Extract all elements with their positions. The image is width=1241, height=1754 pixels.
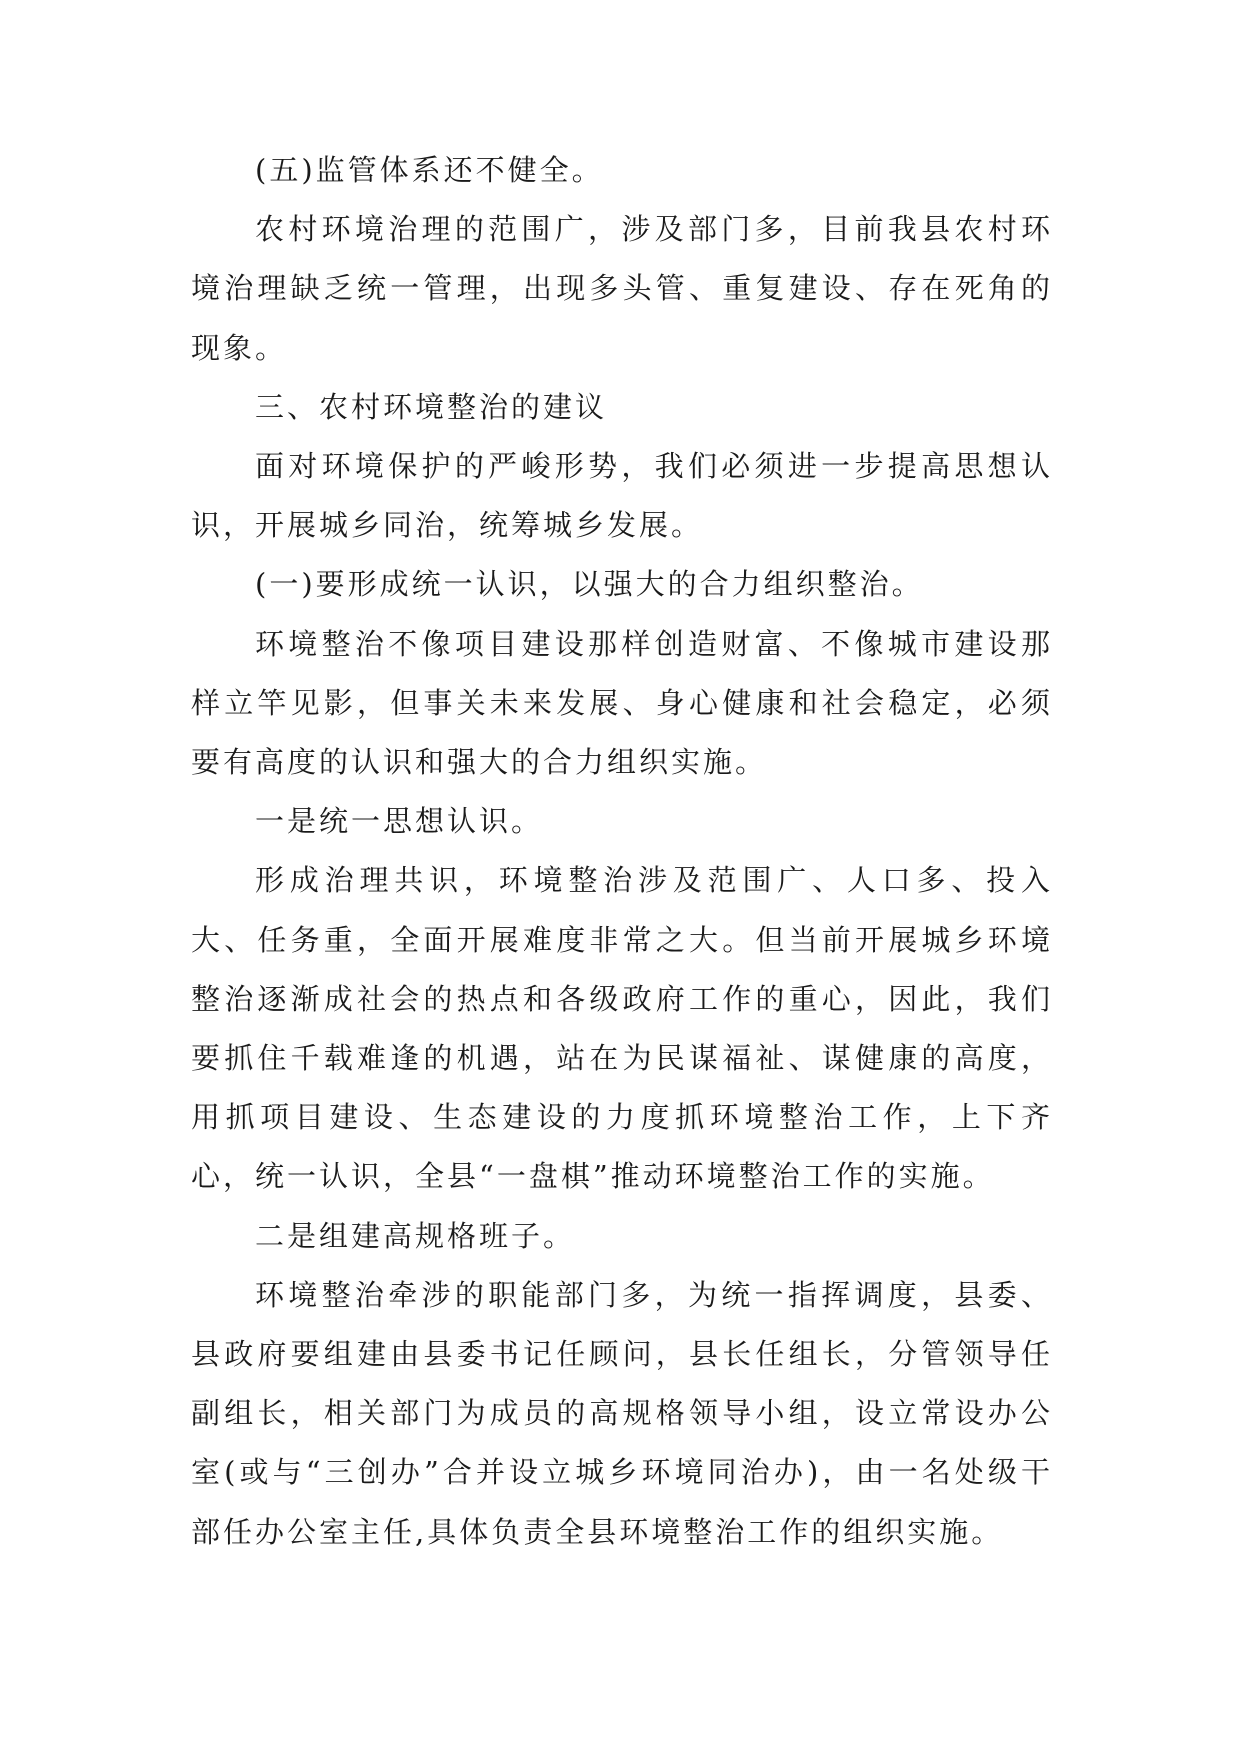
body-paragraph: 环境整治牵涉的职能部门多，为统一指挥调度，县委、县政府要组建由县委书记任顾问，县长任组长，分管领导任副组长，相关部门为成员的高规格领导小组，设立常设办公室(或与“三创办”合并设立城乡环境同治办)，由一名处级干部任办公室主任,具体负责全县环境整治工作的组织实施。 (191, 1277, 1053, 1549)
document-page (191, 141, 1053, 1562)
body-paragraph: 形成治理共识，环境整治涉及范围广、人口多、投入大、任务重，全面开展难度非常之大。但当前开展城乡环境整治逐渐成社会的热点和各级政府工作的重心，因此，我们要抓住千载难逢的机遇，站在为民谋福祉、谋健康的高度，用抓项目建设、生态建设的力度抓环境整治工作，上下齐心，统一认识，全县“一盘棋”推动环境整治工作的实施。 (191, 863, 1053, 1194)
point-heading-leadership-team: 二是组建高规格班子。 (255, 1218, 576, 1253)
point-heading-unify-thinking: 一是统一思想认识。 (255, 804, 544, 839)
body-paragraph: 环境整治不像项目建设那样创造财富、不像城市建设那样立竿见影，但事关未来发展、身心健康和社会稳定，必须要有高度的认识和强大的合力组织实施。 (191, 626, 1053, 780)
section-heading-suggestions: 三、农村环境整治的建议 (255, 389, 608, 424)
body-paragraph: 面对环境保护的严峻形势，我们必须进一步提高思想认识，开展城乡同治，统筹城乡发展。 (191, 449, 1053, 543)
body-paragraph: 农村环境治理的范围广，涉及部门多，目前我县农村环境治理缺乏统一管理，出现多头管、重复建设、存在死角的现象。 (191, 212, 1053, 365)
subsection-heading-unified-understanding: (一)要形成统一认识，以强大的合力组织整治。 (255, 567, 924, 602)
subsection-heading-supervision: (五)监管体系还不健全。 (255, 153, 604, 187)
